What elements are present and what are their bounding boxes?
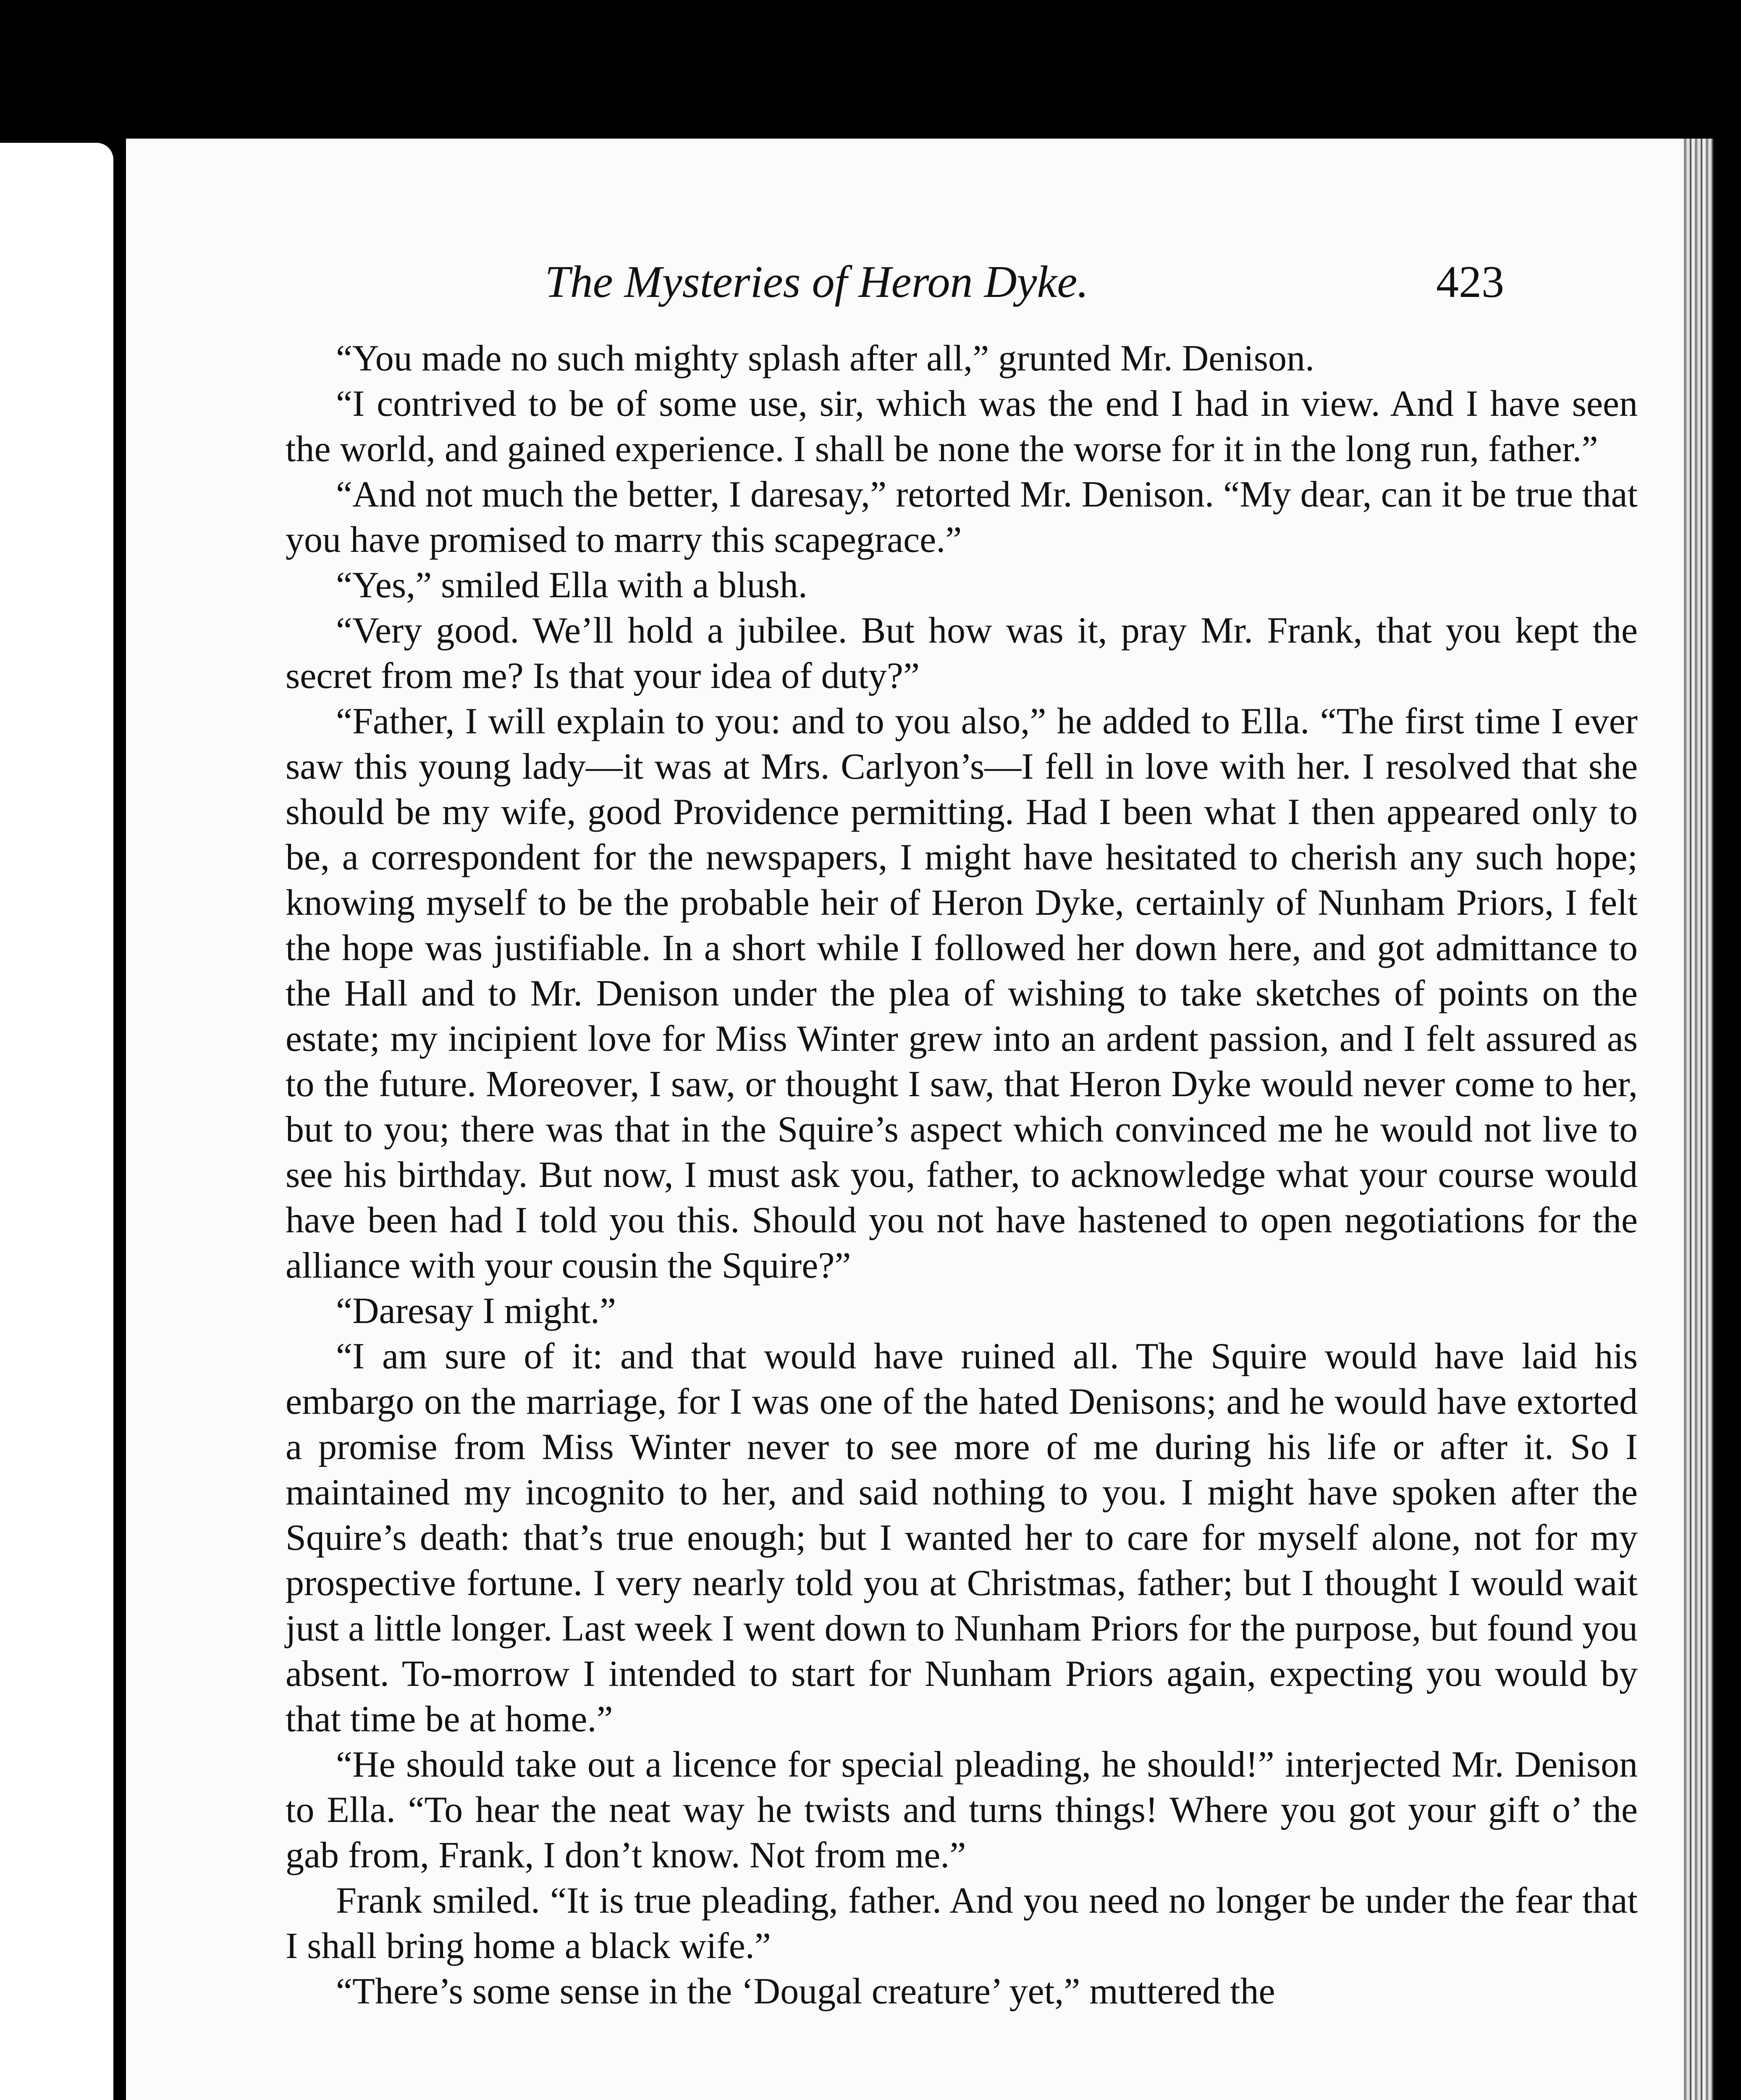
facing-page-edge [0,143,113,2100]
page-number: 423 [1436,257,1504,307]
paragraph: “I am sure of it: and that would have ruined all. The Squire would have laid his embargo on the marriage, for I was one of the hated Denisons; and he would have extorted a promise from Miss Winter never to see more of me during his life or after it. So I maintained my incognito to her, and said nothing to you. I might have spoken after the Squire’s death: that’s true enough; but I wanted her to care for myself alone, not for my prospective fortune. I very nearly told you at Christmas, father; but I thought I would wait just a little longer. Last week I went down to Nunham Priors for the purpose, but found you absent. To-morrow I intended to start for Nunham Priors again, expecting you would by that time be at home.” [286,1336,1638,1740]
book-page [126,139,1713,2100]
paragraph: “There’s some sense in the ‘Dougal creature’ yet,” muttered the [336,1971,1275,2012]
paragraph: “He should take out a licence for special pleading, he should!” interjected Mr. Denison to Ella. “To hear the neat way he twists and turns things! Where you got your gift o’ the gab from, Frank, I don’t know. Not from me.” [286,1744,1638,1876]
paragraph: “You made no such mighty splash after all,” grunted Mr. Denison. [336,338,1315,379]
paragraph: “And not much the better, I daresay,” retorted Mr. Denison. “My dear, can it be true that you have promised to marry this scapegrace.” [286,474,1638,560]
paragraph: “Father, I will explain to you: and to you also,” he added to Ella. “The first time I ever saw this young lady—it was at Mrs. Carlyon’s—I fell in love with her. I resolved that she should be my wife, good Providence permitting. Had I been what I then appeared only to be, a correspondent for the newspapers, I might have hesitated to cherish any such hope; knowing myself to be the probable heir of Heron Dyke, certainly of Nunham Priors, I felt the hope was justifiable. In a short while I followed her down here, and got admittance to the Hall and to Mr. Denison under the plea of wishing to take sketches of points on the estate; my incipient love for Miss Winter grew into an ardent passion, and I felt assured as to the future. Moreover, I saw, or thought I saw, that Heron Dyke would never come to her, but to you; there was that in the Squire’s aspect which convinced me he would not live to see his birthday. But now, I must ask you, father, to acknowledge what your course would have been had I told you this. Should you not have hastened to open negotiations for the alliance with your cousin the Squire?” [286,701,1638,1286]
page-fore-edge [1684,139,1713,2100]
paragraph: “Yes,” smiled Ella with a blush. [336,565,808,606]
running-head: The Mysteries of Heron Dyke. [545,257,1089,307]
paragraph: “Very good. We’ll hold a jubilee. But how was it, pray Mr. Frank, that you kept the secret from me? Is that your idea of duty?” [286,610,1638,696]
body-text [286,336,1638,2014]
paragraph: “Daresay I might.” [336,1291,616,1331]
paragraph: “I contrived to be of some use, sir, which was the end I had in view. And I have seen the world, and gained experience. I shall be none the worse for it in the long run, father.” [286,383,1638,470]
paragraph: Frank smiled. “It is true pleading, father. And you need no longer be under the fear that I shall bring home a black wife.” [286,1880,1638,1966]
